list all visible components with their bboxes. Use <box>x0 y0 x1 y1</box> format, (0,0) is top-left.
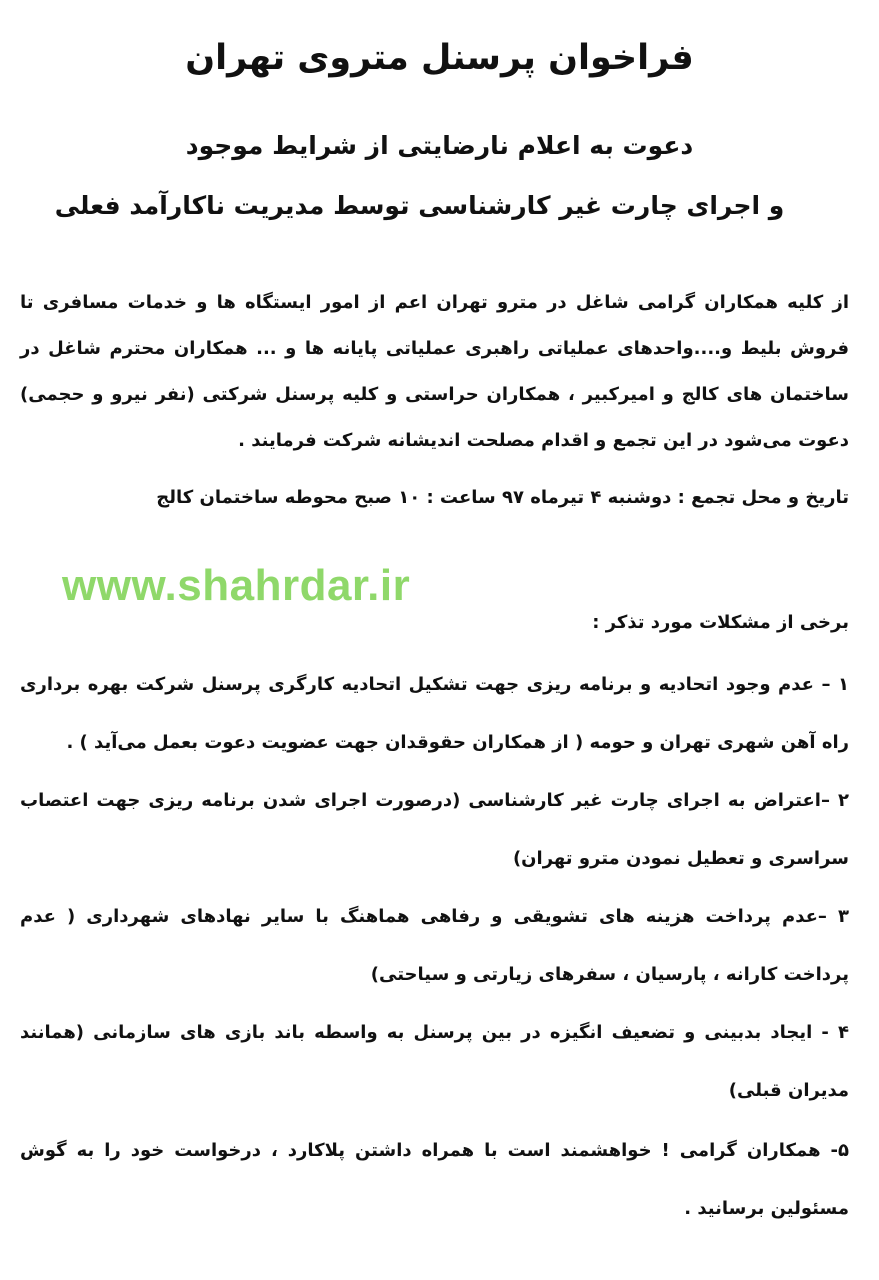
subtitle-line-1: دعوت به اعلام نارضایتی از شرایط موجود <box>185 131 694 160</box>
issue-item-3: ۳ –عدم پرداخت هزینه های تشویقی و رفاهی هماهنگ با سایر نهادهای شهرداری ( عدم پرداخت کارانه ، پارسیان ، سفرهای زیارتی و سیاحتی) <box>20 906 849 985</box>
watermark-url: www.shahrdar.ir <box>62 561 411 610</box>
issue-item-1: ۱ – عدم وجود اتحادیه و برنامه ریزی جهت تشکیل اتحادیه کارگری پرسنل شرکت بهره برداری راه آهن شهری تهران و حومه ( از همکاران حقوقدان جهت عضویت دعوت بعمل می‌آید ) . <box>20 674 849 753</box>
issue-item-2: ۲ –اعتراض به اجرای چارت غیر کارشناسی (درصورت اجرای شدن برنامه ریزی جهت اعتصاب سراسری و تعطیل نمودن مترو تهران) <box>20 790 849 869</box>
issue-item-4: ۴ - ایجاد بدبینی و تضعیف انگیزه در بین پرسنل به واسطه باند بازی های سازمانی (همانند مدیران قبلی) <box>20 1022 849 1101</box>
subtitle-line-2: و اجرای چارت غیر کارشناسی توسط مدیریت ناکارآمد فعلی <box>54 191 785 220</box>
gathering-date-location: تاریخ و محل تجمع : دوشنبه ۴ تیرماه ۹۷ ساعت : ۱۰ صبح محوطه ساختمان کالج <box>156 487 849 508</box>
issue-item-5: ۵- همکاران گرامی ! خواهشمند است با همراه داشتن پلاکارد ، درخواست خود را به گوش مسئولین برسانید . <box>20 1140 849 1219</box>
intro-paragraph: از کلیه همکاران گرامی شاغل در مترو تهران اعم از امور ایستگاه ها و خدمات مسافری تا فروش بلیط و....واحدهای عملیاتی راهبری عملیاتی پایانه ها و ... همکاران محترم شاغل در ساختمان های کالج و امیرکبیر ، همکاران حراستی و کلیه پرسنل شرکتی (نفر نیرو و حجمی) دعوت می‌شود در این تجمع و اقدام مصلحت اندیشانه شرکت فرمایند . <box>20 292 849 451</box>
issues-heading: برخی از مشکلات مورد تذکر : <box>592 612 849 633</box>
page-title: فراخوان پرسنل متروی تهران <box>185 38 694 78</box>
